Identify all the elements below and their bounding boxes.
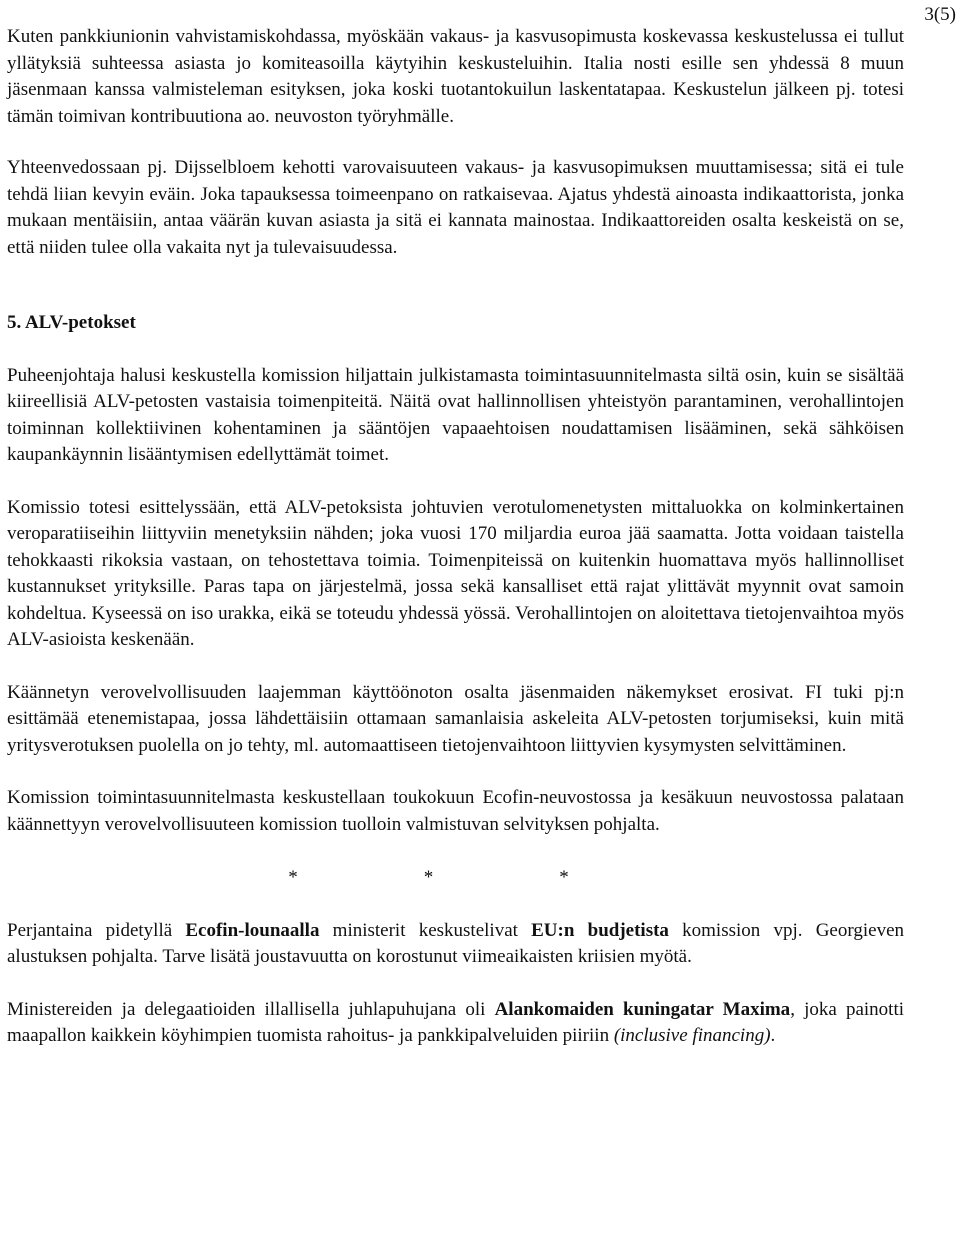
separator-star: * <box>559 867 569 888</box>
document-body <box>7 24 904 1050</box>
page-number: 3(5) <box>924 4 956 25</box>
dinner-text-1: Ministereiden ja delegaatioiden illallisella juhlapuhujana oli <box>7 998 495 1020</box>
vat-paragraph-reverse-charge: Käännetyn verovelvollisuuden laajemman käyttöönoton osalta jäsenmaiden näkemykset erosivat. FI tuki pj:n esittämää etenemistapaa, jossa lähdettäisiin ottamaan samanlaisia askeleita ALV-petosten torjumiseksi, kuin mitä yritysverotuksen puolella on jo tehty, ml. automaattiseen tietojenvaihtoon liittyvien kysymysten selvittäminen. <box>7 681 904 756</box>
lunch-bold-ecofin: Ecofin-lounaalla <box>185 919 320 941</box>
dinner-text-2: , joka painotti maapallon kaikkein köyhimpien tuomista rahoitus- ja pankkipalveluiden piiriin <box>7 998 905 1046</box>
vat-paragraph-commission: Komissio totesi esittelyssään, että ALV-petoksista johtuvien verotulomenetysten mittaluokka on kolminkertainen veroparatiiseihin liittyviin menetyksiin nähden; joka vuosi 170 miljardia euroa jää saamatta. Jotta voidaan taistella tehokkaasti rikoksia vastaan, on tehostettava toimia. Toimenpiteissä on kuitenkin huomattava myös hallinnolliset kustannukset yrityksille. Paras tapa on järjestelmä, jossa sekä kansalliset että rajat ylittävät myynnit ovat samoin kohdeltua. Kyseessä on iso urakka, eikä se toteudu yhdessä yössä. Verohallintojen on aloitettava tietojenvaihtoa myös ALV-asioista keskenään. <box>7 496 904 650</box>
separator-star: * <box>288 867 298 888</box>
lunch-paragraph <box>7 918 904 971</box>
lunch-text-3: komission vpj. Georgieven alustuksen pohjalta. Tarve lisätä joustavuutta on korostunut viimeaikaisten kriisien myötä. <box>7 919 904 967</box>
vat-paragraph-action-plan: Puheenjohtaja halusi keskustella komission hiljattain julkistamasta toimintasuunnitelmasta siltä osin, kuin se sisältää kiireellisiä ALV-petosten vastaisia toimenpiteitä. Näitä ovat hallinnollisen yhteistyön parantaminen, verohallintojen toiminnan kollektiivinen kohentaminen ja sääntöjen vapaaehtoisen noudattamisen lisääminen, sekä sähköisen kaupankäynnin lisääntymisen edellyttämät toimet. <box>7 364 904 465</box>
dinner-bold-queen: Alankomaiden kuningatar Maxima <box>494 998 791 1020</box>
dinner-italic-term: (inclusive financing) <box>613 1025 771 1046</box>
intro-paragraph: Kuten pankkiunionin vahvistamiskohdassa, myöskään vakaus- ja kasvusopimusta koskevassa keskustelussa ei tullut yllätyksiä suhteessa asiasta jo komiteasoilla käytyihin keskusteluihin. Italia nosti esille sen yhdessä 8 muun jäsenmaan kanssa valmisteleman esityksen, joka koski tuotantokuilun laskentatapaa. Keskustelun jälkeen pj. totesi tämän toimivan kontribuutiona ao. neuvoston työryhmälle. <box>7 26 904 127</box>
lunch-text-1: Perjantaina pidetyllä <box>7 919 186 941</box>
lunch-bold-budget: EU:n budjetista <box>531 919 669 941</box>
summary-paragraph: Yhteenvedossaan pj. Dijsselbloem kehotti varovaisuuteen vakaus- ja kasvusopimuksen muuttamisessa; sitä ei tule tehdä liian kevyin eväin. Joka tapauksessa toimeenpano on ratkaisevaa. Ajatus yhdestä ainoasta indikaattorista, jonka mukaan mentäisiin, antaa väärän kuvan asiasta ja sitä ei kannata mainostaa. Indikaattoreiden osalta keskeistä on se, että niiden tulee olla vakaita nyt ja tulevaisuudessa. <box>7 157 904 258</box>
dinner-paragraph <box>7 997 904 1050</box>
separator-star: * <box>423 867 434 888</box>
vat-paragraph-next-steps: Komission toimintasuunnitelmasta keskustellaan toukokuun Ecofin-neuvostossa ja kesäkuun neuvostossa palataan käännettyyn verovelvollisuuteen komission tuolloin valmistuvan selvityksen pohjalta. <box>7 787 904 835</box>
lunch-text-2: ministerit keskustelivat <box>319 919 532 941</box>
separator-stars <box>287 865 570 892</box>
dinner-text-3: . <box>770 1025 776 1046</box>
section-heading: 5. ALV-petokset <box>7 312 136 333</box>
